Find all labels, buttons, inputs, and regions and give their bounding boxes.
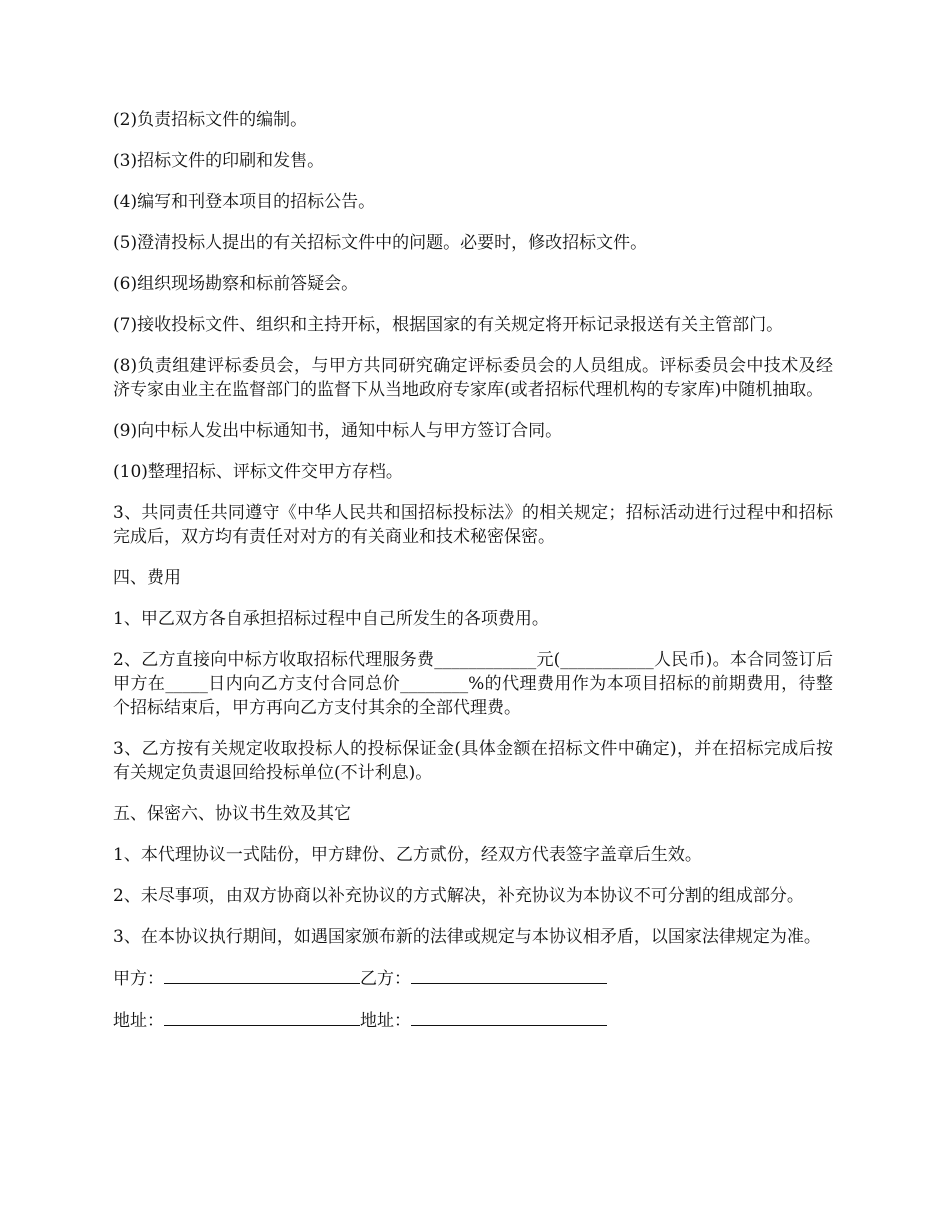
signature-row-parties (113, 966, 833, 991)
clause-3: (3)招标文件的印刷和发售。 (113, 151, 325, 171)
signature-row-addresses (113, 1008, 833, 1033)
address-a-label: 地址： (113, 1011, 164, 1031)
address-b-label: 地址： (360, 1011, 411, 1031)
clause-6: (6)组织现场勘察和标前答疑会。 (113, 274, 359, 294)
clause-8: (8)负责组建评标委员会，与甲方共同研究确定评标委员会的人员组成。评标委员会中技术及经济专家由业主在监督部门的监督下从当地政府专家库(或者招标代理机构的专家库)中随机抽取。 (113, 356, 833, 400)
fee-item-2: 2、乙方直接向中标方收取招标代理服务费____________元(___________人民币)。本合同签订后甲方在_____日内向乙方支付合同总价________%的代理费用作为本项目招标的前期费用，待整个招标结束后，甲方再向乙方支付其余的全部代理费。 (113, 650, 833, 718)
address-a-line[interactable] (164, 1008, 360, 1026)
clause-10: (10)整理招标、评标文件交甲方存档。 (113, 462, 403, 482)
section-heading-fees: 四、费用 (113, 568, 181, 588)
party-a-signature-line[interactable] (164, 966, 360, 984)
effect-item-1: 1、本代理协议一式陆份，甲方肆份、乙方贰份，经双方代表签字盖章后生效。 (113, 845, 702, 865)
clause-2: (2)负责招标文件的编制。 (113, 110, 308, 130)
party-b-label: 乙方： (360, 969, 411, 989)
fee-item-1: 1、甲乙双方各自承担招标过程中自己所发生的各项费用。 (113, 609, 549, 629)
clause-7: (7)接收投标文件、组织和主持开标，根据国家的有关规定将开标记录报送有关主管部门。 (113, 315, 784, 335)
effect-item-2: 2、未尽事项，由双方协商以补充协议的方式解决，补充协议为本协议不可分割的组成部分。 (113, 886, 804, 906)
party-b-signature-line[interactable] (411, 966, 607, 984)
address-b-line[interactable] (411, 1008, 607, 1026)
joint-responsibility: 3、共同责任共同遵守《中华人民共和国招标投标法》的相关规定；招标活动进行过程中和招标完成后，双方均有责任对对方的有关商业和技术秘密保密。 (113, 503, 833, 547)
section-heading-confidentiality: 五、保密六、协议书生效及其它 (113, 804, 351, 824)
fee-item-3: 3、乙方按有关规定收取投标人的投标保证金(具体金额在招标文件中确定)，并在招标完成后按有关规定负责退回给投标单位(不计利息)。 (113, 739, 833, 783)
clause-5: (5)澄清投标人提出的有关招标文件中的问题。必要时，修改招标文件。 (113, 233, 648, 253)
effect-item-3: 3、在本协议执行期间，如遇国家颁布新的法律或规定与本协议相矛盾，以国家法律规定为准。 (113, 927, 821, 947)
party-a-label: 甲方： (113, 969, 164, 989)
clause-4: (4)编写和刊登本项目的招标公告。 (113, 192, 376, 212)
document-page (113, 108, 833, 1050)
clause-9: (9)向中标人发出中标通知书，通知中标人与甲方签订合同。 (113, 421, 563, 441)
